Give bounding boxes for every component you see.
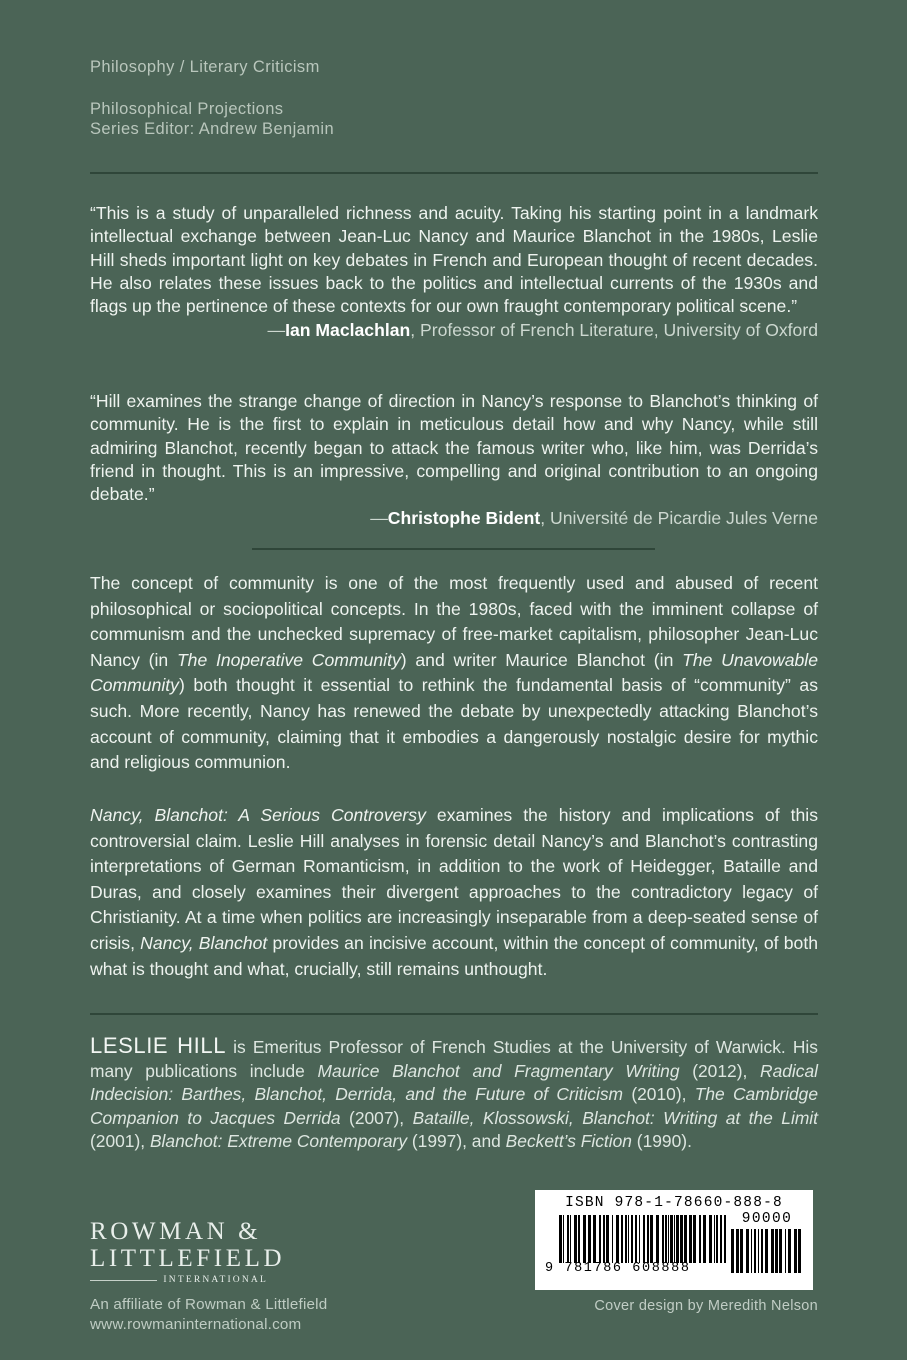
barcode bbox=[535, 1190, 813, 1290]
publication-year: (2007), bbox=[340, 1107, 413, 1128]
barcode-bars-icon bbox=[559, 1215, 727, 1263]
blurb-1-attribution bbox=[90, 319, 818, 342]
desc-p2-part-2: provides an incisive account, within the concept of community, of both what is thought and what, crucially, still remains unthought. bbox=[90, 932, 819, 979]
publication-title: The Cambridge Companion to Jacques Derrida bbox=[90, 1084, 819, 1128]
barcode-digits: 9 781786 608888 bbox=[545, 1261, 691, 1276]
divider-bio bbox=[90, 1013, 818, 1015]
desc-p1-title-2: The Unavowable Community bbox=[90, 649, 819, 696]
blurb-1-attribution-name: Ian Maclachlan bbox=[285, 320, 411, 341]
barcode-isbn-label: ISBN 978-1-78660-888-8 bbox=[565, 1195, 783, 1211]
series-editor: Series Editor: Andrew Benjamin bbox=[90, 120, 335, 138]
publisher-website[interactable]: www.rowmaninternational.com bbox=[90, 1316, 302, 1333]
publication-year: (2010), bbox=[623, 1084, 695, 1104]
description-paragraph-1 bbox=[90, 571, 818, 776]
desc-p1-part-2: ) and writer Maurice Blanchot (in bbox=[400, 649, 683, 670]
desc-p1-title-1: The Inoperative Community bbox=[176, 649, 401, 670]
publication-title: Blanchot: Extreme Contemporary bbox=[149, 1131, 408, 1151]
desc-p2-title-2: Nancy, Blanchot bbox=[140, 932, 268, 953]
category-label: Philosophy / Literary Criticism bbox=[90, 58, 320, 76]
publisher-logo bbox=[90, 1218, 390, 1335]
divider-top bbox=[90, 172, 818, 174]
publication-year: (1997), and bbox=[407, 1131, 506, 1151]
series-name: Philosophical Projections bbox=[90, 100, 284, 118]
blurb-2-dash: — bbox=[370, 508, 388, 529]
series-block bbox=[90, 99, 334, 139]
publisher-tag-row bbox=[90, 1275, 268, 1285]
desc-p1-part-3: ) both thought it essential to rethink the fundamental basis of “community” as such. More recently, Nancy has renewed the debate by unexpectedly attacking Blanchot’s account of community, claiming that it embodies a dangerously nostalgic desire for mythic and religious communion. bbox=[90, 675, 818, 773]
author-name: LESLIE HILL bbox=[90, 1033, 227, 1058]
blurb-1-dash: — bbox=[267, 320, 286, 341]
publisher-affiliate: An affiliate of Rowman & Littlefield bbox=[90, 1296, 328, 1313]
publisher-tag: INTERNATIONAL bbox=[163, 1275, 268, 1285]
publication-title: Beckett’s Fiction bbox=[505, 1131, 632, 1151]
description-paragraph-2 bbox=[90, 803, 818, 982]
desc-p2-title-1: Nancy, Blanchot: A Serious Controversy bbox=[90, 805, 426, 825]
publisher-affiliate-block bbox=[90, 1295, 390, 1335]
publisher-name-line-1: ROWMAN & bbox=[90, 1218, 262, 1245]
blurb-2-attribution bbox=[90, 507, 818, 530]
barcode-addon bbox=[731, 1211, 803, 1278]
blurb-1 bbox=[90, 202, 818, 343]
publication-year: (2001), bbox=[90, 1131, 150, 1151]
divider-middle bbox=[252, 548, 655, 550]
publication-title: Maurice Blanchot and Fragmentary Writing bbox=[317, 1060, 680, 1081]
desc-p1-part-1: The concept of community is one of the most frequently used and abused of recent philosophical or sociopolitical concepts. In the 1980s, faced with the imminent collapse of communism and the unchecked supremacy of free-market capitalism, philosopher Jean-Luc Nancy (in bbox=[90, 573, 818, 670]
blurb-2-text: “Hill examines the strange change of direction in Nancy’s response to Blanchot’s thinking of community. He is the first to explain in meticulous detail how and why Nancy, while still admiring Blanchot, recently began to attack the famous writer who, like him, was Derrida’s friend in thought. This is an impressive, compelling and original contribution to an ongoing debate.” bbox=[90, 391, 818, 505]
barcode-addon-number: 90000 bbox=[741, 1211, 793, 1227]
blurb-1-attribution-rest: , Professor of French Literature, University of Oxford bbox=[410, 320, 818, 341]
author-bio-intro: is Emeritus Professor of French Studies at the University of Warwick. His many publications include bbox=[90, 1037, 818, 1081]
barcode-bars-row bbox=[545, 1211, 805, 1283]
publication-title: Bataille, Klossowski, Blanchot: Writing at the Limit bbox=[412, 1107, 819, 1128]
cover-content bbox=[90, 0, 818, 1360]
barcode-addon-bars-icon bbox=[731, 1229, 803, 1273]
blurb-2 bbox=[90, 390, 818, 531]
desc-p2-part-1: examines the history and implications of this controversial claim. Leslie Hill analyses in forensic detail Nancy’s and Blanchot’s contrasting interpretations of German Romanticism, in addition to the work of Heidegger, Bataille and Duras, and closely examines their divergent approaches to the contradictory legacy of Christianity. At a time when politics are increasingly inseparable from a deep-seated sense of crisis, bbox=[90, 805, 818, 953]
blurb-2-attribution-name: Christophe Bident bbox=[387, 508, 541, 529]
author-bio bbox=[90, 1034, 818, 1154]
publisher-tag-rule bbox=[90, 1280, 157, 1281]
blurb-1-text: “This is a study of unparalleled richness and acuity. Taking his starting point in a landmark intellectual exchange between Jean-Luc Nancy and Maurice Blanchot in the 1980s, Leslie Hill sheds important light on key debates in French and European thought of recent decades. He also relates these issues back to the politics and intellectual currents of the 1930s and flags up the pertinence of these contexts for our own fraught contemporary political scene.” bbox=[90, 203, 818, 317]
publication-year: (1990). bbox=[631, 1131, 692, 1151]
publication-title: Radical Indecision: Barthes, Blanchot, Derrida, and the Future of Criticism bbox=[90, 1060, 819, 1104]
blurb-2-attribution-rest: , Université de Picardie Jules Verne bbox=[540, 508, 818, 529]
publisher-name-line-2: LITTLEFIELD bbox=[90, 1245, 286, 1272]
publication-year: (2012), bbox=[679, 1060, 761, 1081]
cover-design-credit: Cover design by Meredith Nelson bbox=[594, 1298, 818, 1314]
